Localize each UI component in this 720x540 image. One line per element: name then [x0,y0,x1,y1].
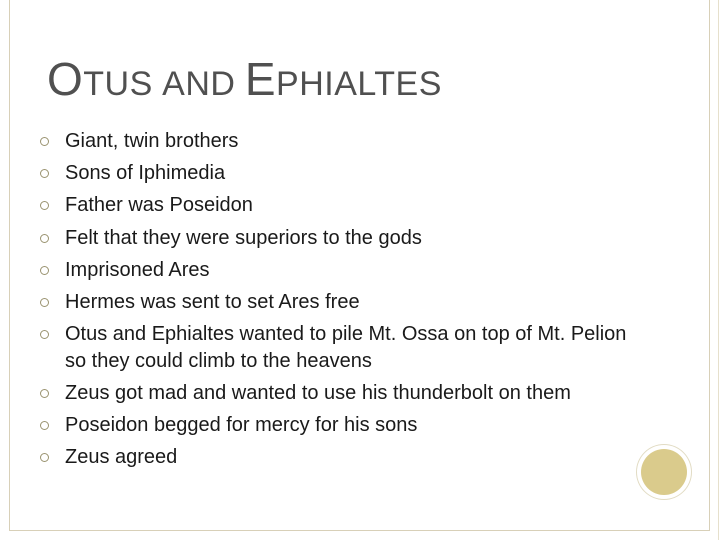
bullet-circle-icon [40,234,49,243]
title-initial-ephialtes: E [244,53,277,105]
frame-border-right-outer [718,0,719,540]
decorative-circle-icon [641,449,687,495]
frame-border-bottom [9,530,709,531]
bullet-circle-icon [40,453,49,462]
bullet-text: Felt that they were superiors to the gods [65,226,422,249]
bullet-text: Sons of Iphimedia [65,162,226,185]
bullet-circle-icon [40,169,49,178]
bullet-circle-icon [40,201,49,210]
bullet-circle-icon [40,137,49,146]
bullet-list [40,128,640,476]
title-rest-otus: TUS [83,65,153,103]
title-rest-ephialtes: PHIALTES [276,65,442,103]
frame-border-left [9,0,10,530]
bullet-item [40,289,640,316]
bullet-item [40,225,640,252]
bullet-text: Otus and Ephialtes wanted to pile Mt. Ossa on top of Mt. Pelion so they could climb to the heavens [65,323,627,372]
bullet-item [40,257,640,284]
bullet-text: Imprisoned Ares [65,258,210,281]
bullet-item [40,380,640,407]
bullet-circle-icon [40,389,49,398]
bullet-item [40,321,640,374]
bullet-circle-icon [40,330,49,339]
bullet-text: Poseidon begged for mercy for his sons [65,414,418,436]
bullet-item [40,444,640,471]
bullet-circle-icon [40,266,49,275]
bullet-text: Zeus got mad and wanted to use his thunderbolt on them [65,381,571,404]
title-initial-otus: O [47,53,84,105]
slide-title [47,52,442,106]
title-word-and: AND [162,65,236,103]
bullet-item [40,160,640,187]
bullet-circle-icon [40,421,49,430]
bullet-text: Hermes was sent to set Ares free [65,290,360,313]
bullet-text: Zeus agreed [65,446,178,469]
bullet-item [40,128,640,155]
frame-border-right-inner [709,0,710,531]
bullet-text: Giant, twin brothers [65,130,239,152]
bullet-item [40,192,640,219]
bullet-text: Father was Poseidon [65,194,253,217]
bullet-item [40,412,640,439]
bullet-circle-icon [40,298,49,307]
